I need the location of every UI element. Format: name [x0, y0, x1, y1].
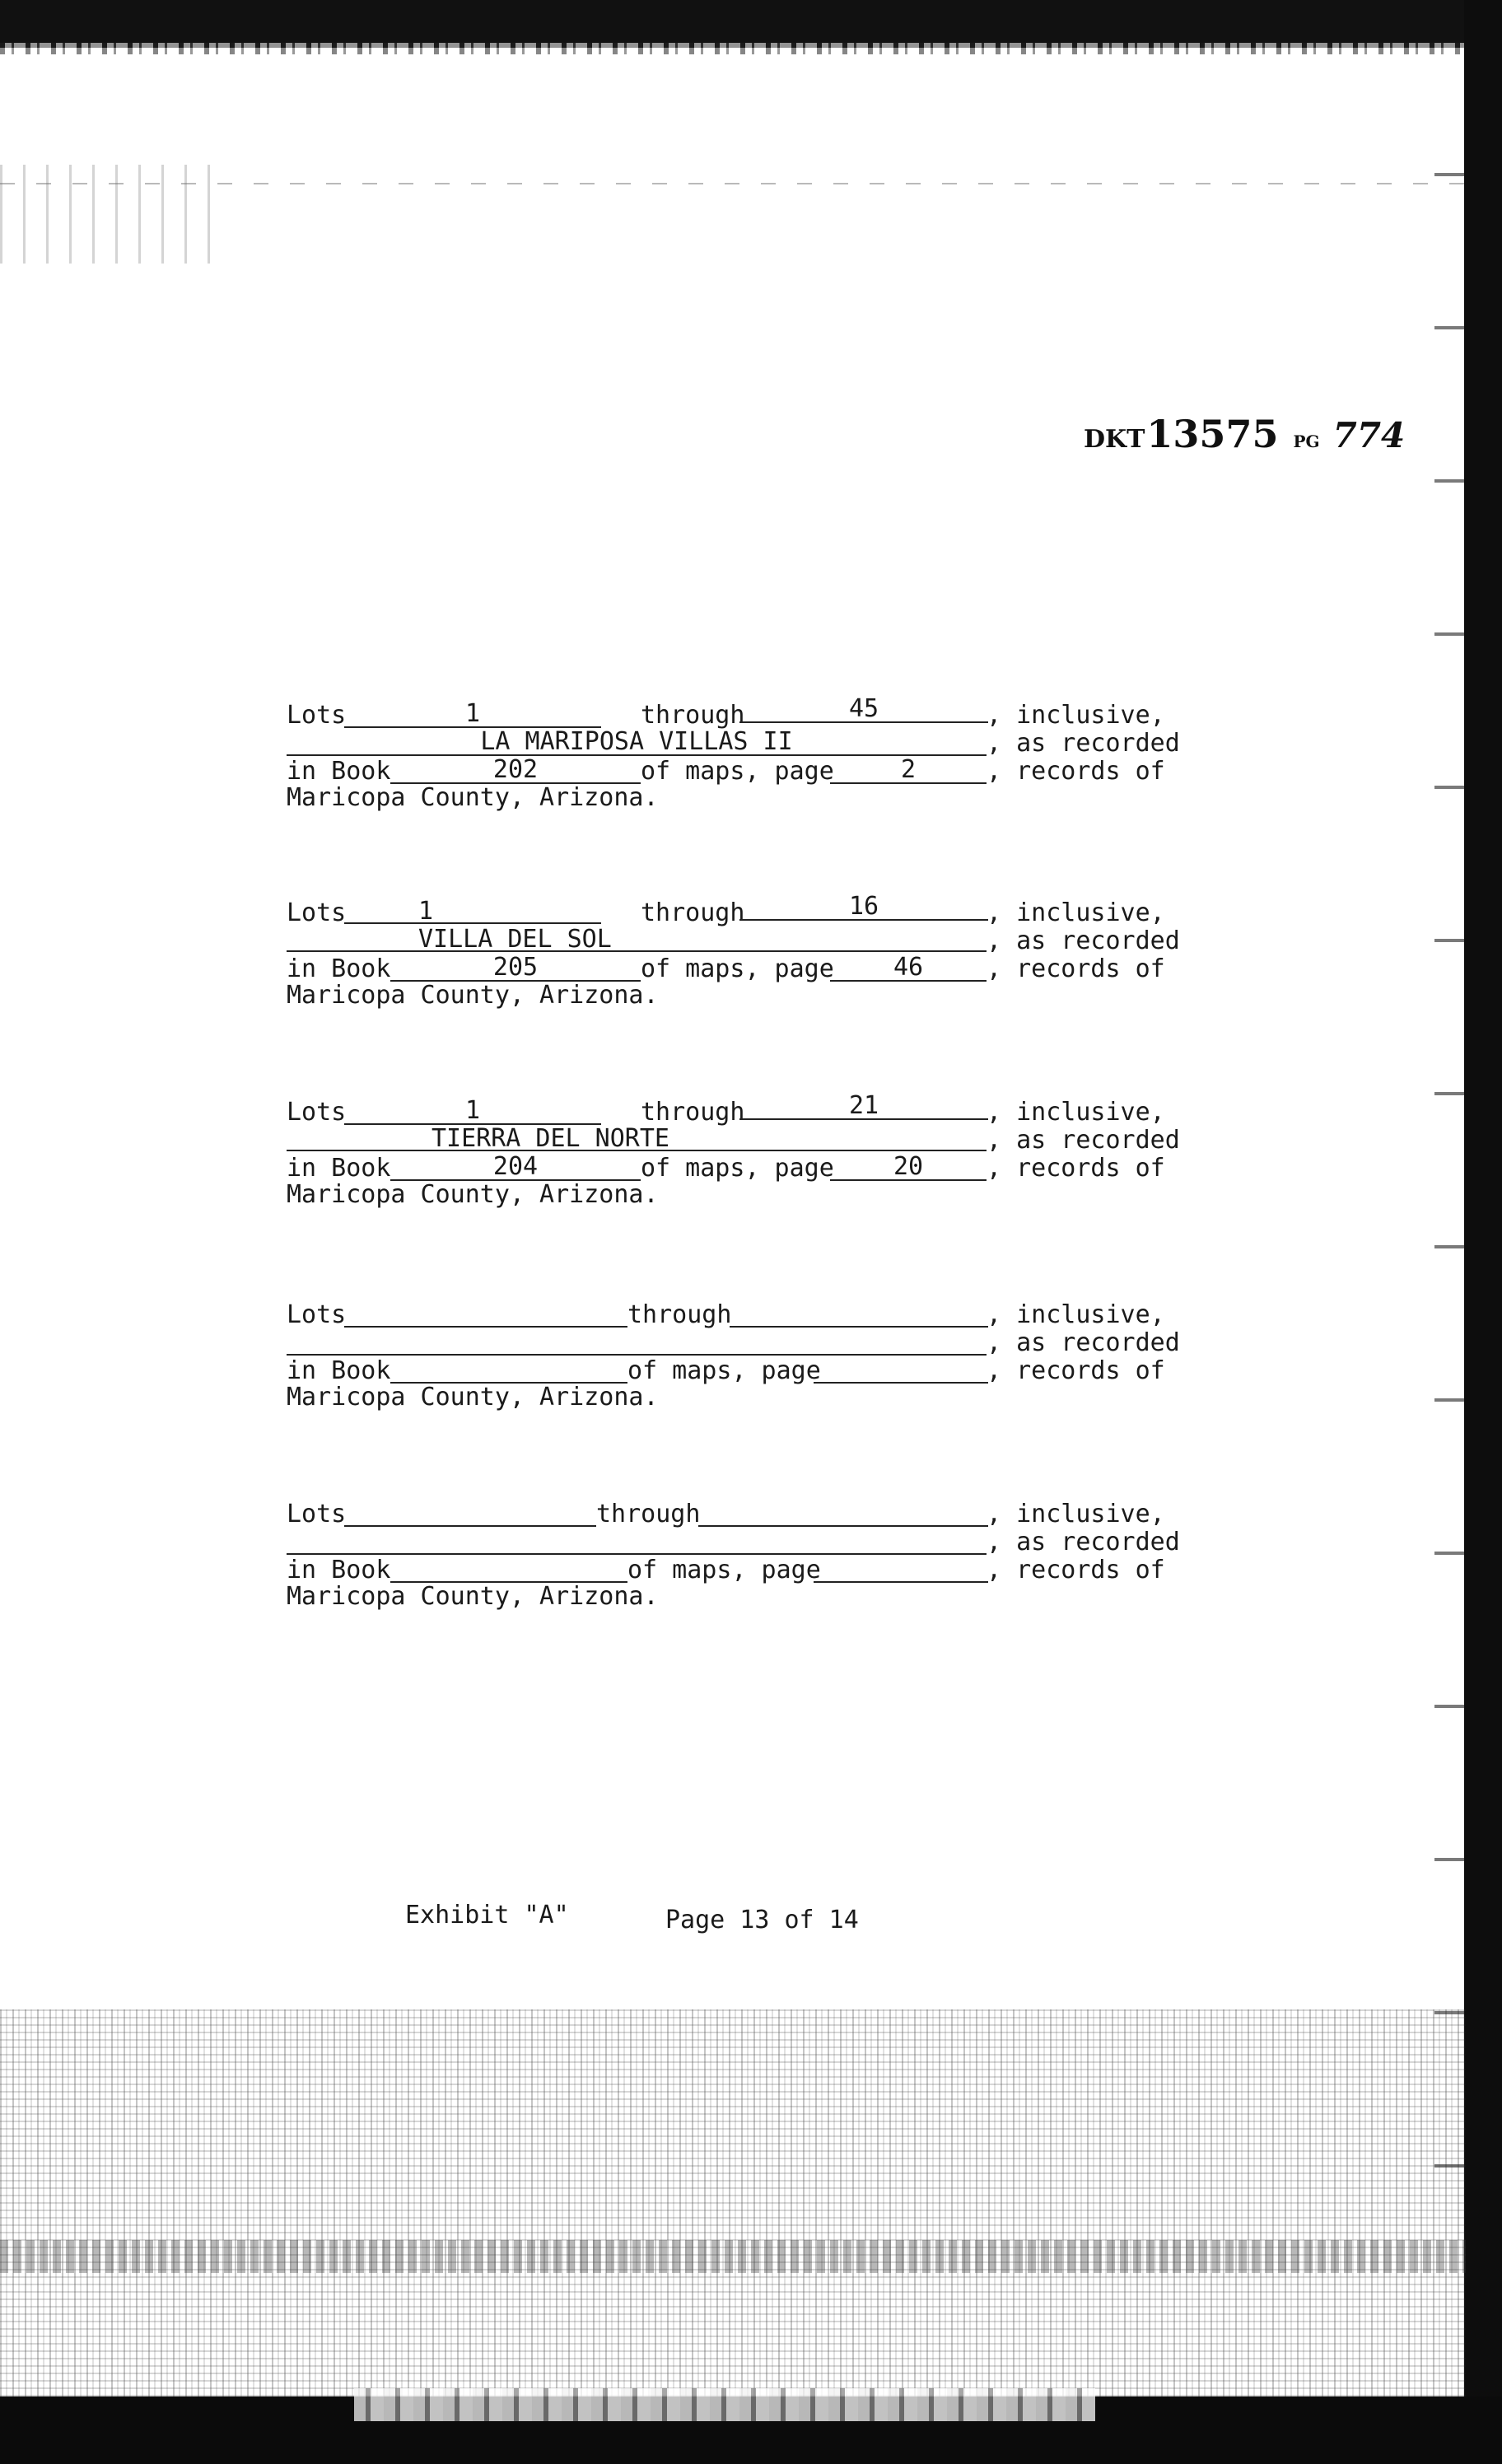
inclusive-label: , inclusive, — [987, 701, 1165, 730]
records-of-label: , records of — [987, 1356, 1165, 1385]
inclusive-label: , inclusive, — [987, 1500, 1165, 1528]
county-label: Maricopa County, Arizona. — [287, 1582, 659, 1611]
scan-right-border — [1464, 0, 1502, 2464]
scan-noise-streak — [0, 2240, 1466, 2273]
lot-entry-5 — [287, 1500, 1225, 1624]
lot-to-field — [730, 1301, 988, 1328]
scan-noise-band — [0, 2009, 1466, 2396]
lot-to-field: 16 — [739, 894, 988, 921]
exhibit-label: Exhibit "A" — [405, 1901, 569, 1930]
subdivision-field — [287, 1329, 987, 1356]
subdivision-field: TIERRA DEL NORTE — [287, 1127, 987, 1151]
of-maps-page-label: of maps, page — [627, 1356, 821, 1385]
scan-top-edge-noise — [0, 43, 1502, 54]
through-label: through — [627, 1300, 732, 1329]
records-of-label: , records of — [987, 1154, 1165, 1183]
through-label: through — [641, 1098, 745, 1127]
lot-entry-4 — [287, 1301, 1225, 1425]
lot-entry-3 — [287, 1091, 1225, 1222]
as-recorded-label: , as recorded — [987, 926, 1180, 955]
in-book-label: in Book — [287, 1556, 391, 1584]
book-field — [390, 1556, 627, 1583]
scan-top-border — [0, 0, 1502, 48]
lot-from-field: 1 — [344, 702, 601, 728]
lot-from-field — [344, 1500, 596, 1527]
docket-number: 13575 — [1146, 412, 1279, 456]
book-field — [390, 1357, 627, 1384]
in-book-label: in Book — [287, 757, 391, 786]
subdivision-field: VILLA DEL SOL — [287, 927, 987, 952]
lots-label: Lots — [287, 1300, 347, 1329]
in-book-label: in Book — [287, 1154, 391, 1183]
subdivision-field: LA MARIPOSA VILLAS II — [287, 730, 987, 756]
book-field: 202 — [390, 758, 641, 784]
lot-entry-2 — [287, 892, 1225, 1023]
lot-from-field: 1 — [344, 1099, 601, 1125]
through-label: through — [641, 898, 745, 927]
docket-page-label: PG — [1293, 432, 1320, 451]
county-label: Maricopa County, Arizona. — [287, 1180, 659, 1209]
records-of-label: , records of — [987, 1556, 1165, 1584]
in-book-label: in Book — [287, 1356, 391, 1385]
page-field: 46 — [830, 955, 987, 982]
lots-label: Lots — [287, 1098, 347, 1127]
page-field — [814, 1357, 988, 1384]
as-recorded-label: , as recorded — [987, 1328, 1180, 1357]
book-field: 204 — [390, 1155, 641, 1181]
lots-label: Lots — [287, 701, 347, 730]
as-recorded-label: , as recorded — [987, 1126, 1180, 1155]
in-book-label: in Book — [287, 954, 391, 983]
scan-specks — [0, 165, 214, 264]
scan-dashed-artifact — [0, 183, 1466, 184]
of-maps-page-label: of maps, page — [627, 1556, 821, 1584]
docket-page-number: 774 — [1332, 415, 1406, 455]
lot-from-field: 1 — [344, 899, 601, 924]
page-number: Page 13 of 14 — [665, 1906, 859, 1934]
lot-to-field — [698, 1500, 988, 1527]
page-field: 20 — [830, 1155, 987, 1181]
of-maps-page-label: of maps, page — [641, 757, 834, 786]
page-field: 2 — [830, 758, 987, 784]
records-of-label: , records of — [987, 757, 1165, 786]
lot-to-field: 45 — [739, 697, 988, 723]
lot-to-field: 21 — [739, 1094, 988, 1120]
inclusive-label: , inclusive, — [987, 1300, 1165, 1329]
records-of-label: , records of — [987, 954, 1165, 983]
scan-bottom-artifact — [354, 2388, 1095, 2421]
lots-label: Lots — [287, 1500, 347, 1528]
county-label: Maricopa County, Arizona. — [287, 981, 659, 1010]
inclusive-label: , inclusive, — [987, 1098, 1165, 1127]
county-label: Maricopa County, Arizona. — [287, 1383, 659, 1412]
lot-from-field — [344, 1301, 627, 1328]
docket-prefix: DKT — [1084, 425, 1145, 454]
as-recorded-label: , as recorded — [987, 729, 1180, 758]
lot-entry-1 — [287, 694, 1225, 825]
inclusive-label: , inclusive, — [987, 898, 1165, 927]
county-label: Maricopa County, Arizona. — [287, 783, 659, 812]
of-maps-page-label: of maps, page — [641, 954, 834, 983]
docket-stamp — [1084, 412, 1405, 456]
book-field: 205 — [390, 955, 641, 982]
subdivision-field — [287, 1528, 987, 1555]
page-field — [814, 1556, 988, 1583]
scan-right-edge-marks — [1434, 49, 1464, 2273]
through-label: through — [641, 701, 745, 730]
lots-label: Lots — [287, 898, 347, 927]
as-recorded-label: , as recorded — [987, 1528, 1180, 1556]
of-maps-page-label: of maps, page — [641, 1154, 834, 1183]
through-label: through — [596, 1500, 701, 1528]
